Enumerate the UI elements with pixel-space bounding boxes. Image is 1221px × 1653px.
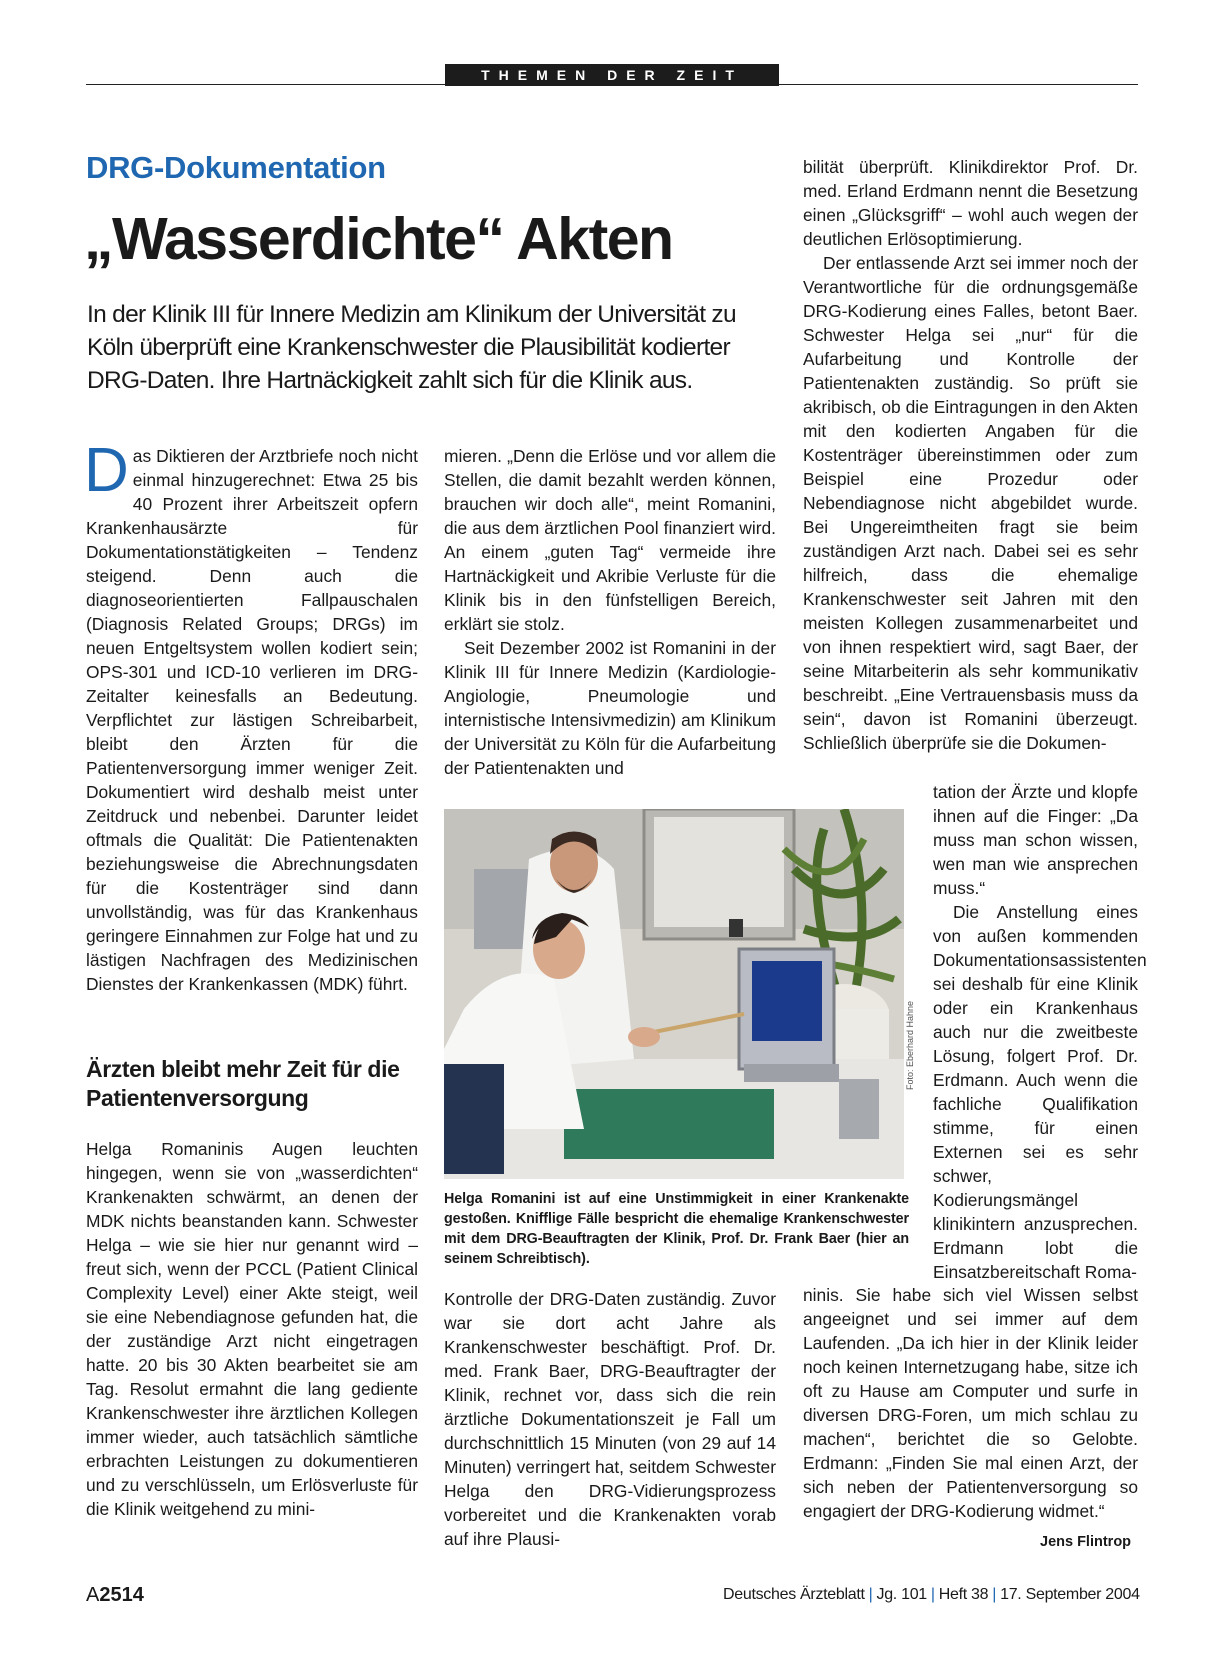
body-paragraph: Kontrolle der DRG-Daten zuständig. Zuvor war sie dort acht Jahre als Krankenschwester beschäftigt. Prof. Dr. med. Frank Baer, DRG-Beauftragter der Klinik, rechnet vor, dass sich die rein ärztliche Dokumentationszeit je Fall um durchschnittlich 15 Minuten (von 29 auf 14 Minuten) verringert hat, seitdem Schwester Helga den DRG-Vidierungsprozess vorbereitet und die Krankenakten vorab auf ihre Plausi- — [444, 1289, 776, 1549]
column-1-bottom — [86, 1137, 418, 1521]
author-byline: Jens Flintrop — [1040, 1534, 1132, 1550]
kicker: DRG-Dokumentation — [86, 150, 386, 185]
body-paragraph: bilität überprüft. Klinikdirektor Prof. Dr. med. Erland Erdmann nennt die Besetzung einen „Glücksgriff“ – wohl auch wegen der deutlichen Erlösoptimierung. — [803, 157, 1138, 249]
body-paragraph: tation der Ärzte und klopfe ihnen auf die Finger: „Da muss man schon wissen, wen man wie ansprechen muss.“ — [933, 782, 1138, 898]
page-number-value: 2514 — [99, 1584, 144, 1606]
body-paragraph: mieren. „Denn die Erlöse und vor allem die Stellen, die damit bezahlt werden können, brauchen wir doch alle“, meint Romanini, die aus dem ärztlichen Pool finanziert wird. An einem „guten Tag“ vermeide ihre Hartnäckigkeit und Akribie Verluste für die Klinik bis in den fünfstelligen Bereich, erklärt sie stolz. — [444, 446, 776, 634]
footer-citation — [723, 1586, 1140, 1604]
column-2-bottom — [444, 1287, 776, 1551]
photo-credit: Foto: Eberhard Hahne — [905, 1000, 915, 1090]
journal-name: Deutsches Ärzteblatt — [723, 1586, 865, 1603]
column-2-top — [444, 444, 776, 780]
photo-illustration — [444, 809, 904, 1179]
subheading: Ärzten bleibt mehr Zeit für die Patientenversorgung — [86, 1056, 400, 1111]
column-1-top — [84, 436, 418, 996]
headline: „Wasserdichte“ Akten — [84, 206, 673, 272]
lead-paragraph: In der Klinik III für Innere Medizin am Klinikum der Universität zu Köln überprüft eine Krankenschwester die Plausibilität kodierter DRG-Daten. Ihre Hartnäckigkeit zahlt sich für die Klinik aus. — [87, 301, 736, 394]
intro-paragraph — [84, 436, 418, 996]
body-paragraph: Seit Dezember 2002 ist Romanini in der Klinik III für Innere Medizin (Kardiologie-Angiologie, Pneumologie und internistische Intensivmedizin) am Klinikum der Universität zu Köln für die Aufarbeitung der Patientenakten und — [444, 638, 776, 778]
page-prefix: A — [86, 1584, 100, 1606]
article-photo — [444, 809, 904, 1179]
body-paragraph: Helga Romaninis Augen leuchten hingegen, wenn sie von „wasserdichten“ Krankenakten schwärmt, an denen der MDK nichts beanstanden kann. Schwester Helga – wie sie hier nur genannt wird – freut sich, wenn der PCCL (Patient Clinical Complexity Level) einer Akte steigt, weil sie eine Nebendiagnose gefunden hat, die der zuständige Arzt nicht eingetragen hatte. 20 bis 30 Akten bearbeitet sie am Tag. Resolut ermahnt die lang gediente Krankenschwester ihre ärztlichen Kollegen immer wieder, auch tatsächlich sämtliche erbrachten Leistungen zu dokumentieren und zu verschlüsseln, um Erlösverluste für die Klinik weitgehend zu mini- — [86, 1139, 418, 1519]
body-paragraph: Der entlassende Arzt sei immer noch der Verantwortliche für die ordnungsgemäße DRG-Kodierung eines Falles, betont Baer. Schwester Helga sei „nur“ für die Aufarbeitung und Kontrolle der Patientenakten zuständig. So prüft sie akribisch, ob die Eintragungen in den Akten mit den kodierten Angaben für die Kostenträger übereinstimmen oder zum Beispiel eine Prozedur oder Nebendiagnose nicht abgebildet wurde. Bei Ungereimtheiten fragt sie beim zuständigen Arzt nach. Dabei sei es sehr hilfreich, dass die ehemalige Krankenschwester seit Jahren mit den meisten Kollegen zusammenarbeitet und von ihnen respektiert wird, sagt Baer, der seine Mitarbeiterin als sehr kommunikativ beschreibt. „Eine Vertrauensbasis muss da sein“, davon ist Romanini überzeugt. Schließlich überprüfe sie die Dokumen- — [803, 253, 1138, 753]
body-paragraph: Die Anstellung eines von außen kommenden Dokumentationsassistenten sei deshalb für eine Klinik oder ein Krankenhaus auch nur die zweitbeste Lösung, folgert Prof. Dr. Erdmann. Auch wenn die fachliche Qualifikation stimme, für einen Externen sei es sehr schwer, Kodierungsmängel klinikintern anzusprechen. Erdmann lobt die Einsatzbereitschaft Roma- — [933, 902, 1147, 1282]
drop-cap: D — [84, 436, 129, 505]
section-banner: THEMEN DER ZEIT — [445, 64, 779, 86]
body-paragraph: ninis. Sie habe sich viel Wissen selbst angeeignet und sei immer auf dem Laufenden. „Da ich hier in der Klinik leider noch keinen Internetzugang habe, sitze ich oft zu Hause am Computer und surfe in diversen DRG-Foren, um mich schlau zu machen“, berichtet die so Gelobte. Erdmann: „Finden Sie mal einen Arzt, der sich neben der Patientenversorgung so engagiert der DRG-Kodierung widmet.“ — [803, 1285, 1138, 1521]
page-number — [86, 1584, 144, 1607]
intro-text: as Diktieren der Arztbriefe noch nicht einmal hinzugerechnet: Etwa 25 bis 40 Prozent ihrer Arbeitszeit opfern Krankenhausärzte für Dokumentationstätigkeiten – Tendenz steigend. Denn auch die diagnoseorientierten Fallpauschalen (Diagnosis Related Groups; DRGs) im neuen Entgeltsystem wollen kodiert sein; OPS-301 und ICD-10 verlieren im DRG-Zeitalter keinesfalls an Bedeutung. Verpflichtet zur lästigen Schreibarbeit, bleibt den Ärzten für die Patientenversorgung immer weniger Zeit. Dokumentiert wird deshalb meist unter Zeitdruck und nebenbei. Darunter leidet oftmals die Qualität: Die Patientenakten beziehungsweise die Abrechnungsdaten für die Kostenträger sind dann unvollständig, was für das Krankenhaus geringere Einnahmen zur Folge hat und zu lästigen Nachfragen des Medizinischen Dienstes der Krankenkassen (MDK) führt. — [86, 446, 418, 994]
issue-date: 17. September 2004 — [1000, 1586, 1140, 1603]
column-3-top — [803, 155, 1138, 755]
separator: | — [868, 1586, 873, 1603]
column-3-bottom — [803, 1283, 1138, 1523]
separator: | — [930, 1586, 935, 1603]
column-3-narrow — [933, 780, 1147, 1284]
separator: | — [992, 1586, 997, 1603]
photo-caption: Helga Romanini ist auf eine Unstimmigkeit in einer Krankenakte gestoßen. Knifflige Fälle bespricht die ehemalige Krankenschwester mit dem DRG-Beauftragten der Klinik, Prof. Dr. Frank Baer (hier an seinem Schreibtisch). — [444, 1191, 909, 1267]
volume: Jg. 101 — [876, 1586, 927, 1603]
issue: Heft 38 — [938, 1586, 989, 1603]
